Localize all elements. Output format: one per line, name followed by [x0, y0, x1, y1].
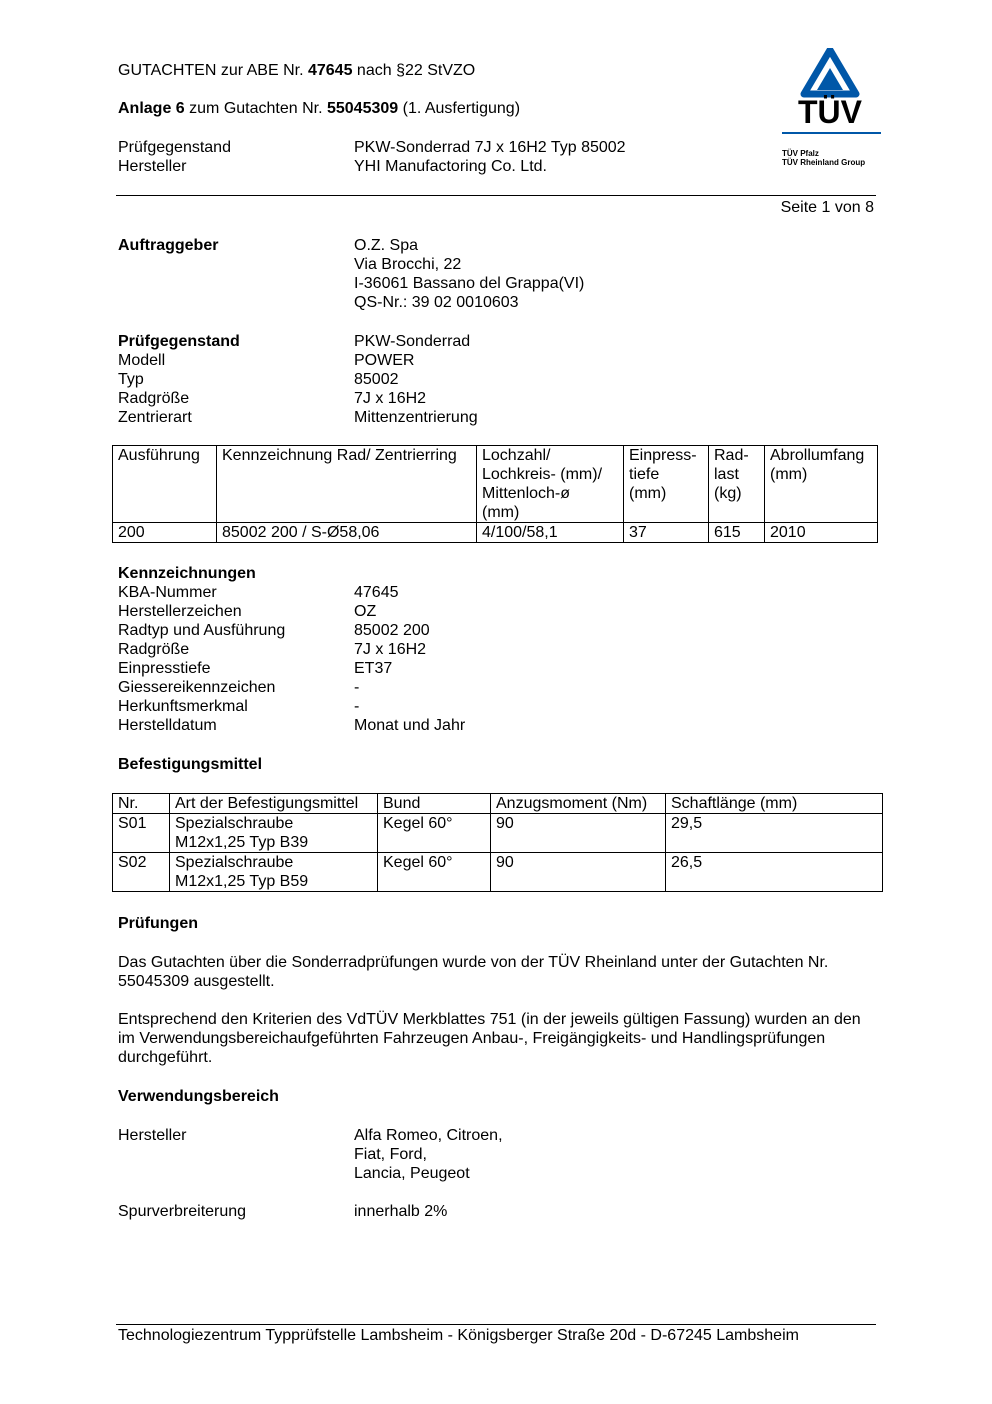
kz-value: 7J x 16H2	[354, 641, 427, 658]
annex-label: Anlage 6	[118, 100, 185, 117]
annex-middle: zum Gutachten Nr.	[189, 100, 323, 117]
fastener-cell: 26,5	[666, 853, 883, 892]
kz-value: 85002 200	[354, 622, 430, 639]
verwendung-hersteller-line-1: Alfa Romeo, Citroen,	[354, 1127, 503, 1144]
kz-key: Radgröße	[118, 641, 190, 658]
fastener-cell: Kegel 60°	[378, 814, 491, 853]
auftraggeber-line-3: I-36061 Bassano del Grappa(VI)	[354, 275, 585, 292]
header-key-hersteller: Hersteller	[118, 158, 187, 175]
pruefungen-paragraph-1: Das Gutachten über die Sonderradprüfungen wurde von der TÜV Rheinland unter der Gutachten Nr. 55045309 ausgestellt.	[118, 954, 829, 990]
footer-address: Technologiezentrum Typprüfstelle Lambsheim - Königsberger Straße 20d - D-67245 Lambsheim	[118, 1327, 799, 1344]
modell-value: POWER	[354, 352, 415, 369]
kz-value: OZ	[354, 603, 377, 620]
kz-value: -	[354, 679, 360, 696]
report-title-prefix: GUTACHTEN zur ABE Nr.	[118, 62, 304, 79]
kz-key: KBA-Nummer	[118, 584, 217, 601]
table-row	[113, 814, 883, 853]
fastener-cell: Spezialschraube M12x1,25 Typ B59	[170, 853, 378, 892]
fastener-cell: 90	[491, 814, 666, 853]
fastener-header-cell: Anzugsmoment (Nm)	[491, 794, 666, 814]
wheel-cell: 37	[624, 523, 709, 543]
verwendung-hersteller-key: Hersteller	[118, 1127, 187, 1144]
wheel-table	[112, 445, 878, 543]
fastener-cell: Kegel 60°	[378, 853, 491, 892]
wheel-header-cell: Rad- last (kg)	[709, 446, 765, 523]
wheel-table-header-row	[113, 446, 878, 523]
radgroesse-key: Radgröße	[118, 390, 190, 407]
kennzeichnungen-title: Kennzeichnungen	[118, 565, 256, 582]
wheel-cell: 85002 200 / S-Ø58,06	[217, 523, 477, 543]
gutachten-number: 55045309	[326, 100, 399, 117]
modell-key: Modell	[118, 352, 166, 369]
auftraggeber-line-1: O.Z. Spa	[354, 237, 419, 254]
radgroesse-value: 7J x 16H2	[354, 390, 427, 407]
kz-key: Einpresstiefe	[118, 660, 211, 677]
fastener-cell: S01	[113, 814, 170, 853]
pruefgegenstand-label: Prüfgegenstand	[118, 333, 240, 350]
pruefgegenstand-value: PKW-Sonderrad	[354, 333, 471, 350]
kz-value: ET37	[354, 660, 393, 677]
wheel-header-cell: Abrollumfang (mm)	[765, 446, 878, 523]
wheel-header-cell: Lochzahl/ Lochkreis- (mm)/ Mittenloch-ø (mm)	[477, 446, 624, 523]
wheel-header-cell: Ausführung	[113, 446, 217, 523]
wheel-header-cell: Einpress- tiefe (mm)	[624, 446, 709, 523]
table-row	[113, 523, 878, 543]
header-key-pruefgegenstand: Prüfgegenstand	[118, 139, 231, 156]
kz-key: Herstelldatum	[118, 717, 217, 734]
verwendung-hersteller-line-3: Lancia, Peugeot	[354, 1165, 470, 1182]
wheel-cell: 4/100/58,1	[477, 523, 624, 543]
logo-sub1: TÜV Pfalz	[782, 149, 819, 158]
befestigung-title: Befestigungsmittel	[118, 756, 263, 773]
fastener-cell: 29,5	[666, 814, 883, 853]
fastener-header-cell: Bund	[378, 794, 491, 814]
report-title	[118, 61, 475, 80]
kz-key: Herkunftsmerkmal	[118, 698, 248, 715]
kz-value: 47645	[354, 584, 399, 601]
wheel-cell: 200	[113, 523, 217, 543]
auftraggeber-label: Auftraggeber	[118, 237, 219, 254]
wheel-header-cell: Kennzeichnung Rad/ Zentrierring	[217, 446, 477, 523]
kz-value: Monat und Jahr	[354, 717, 466, 734]
fastener-header-cell: Art der Befestigungsmittel	[170, 794, 378, 814]
kz-value: -	[354, 698, 360, 715]
verwendung-hersteller-line-2: Fiat, Ford,	[354, 1146, 427, 1163]
wheel-cell: 615	[709, 523, 765, 543]
pruefungen-title: Prüfungen	[118, 915, 198, 932]
kz-key: Herstellerzeichen	[118, 603, 242, 620]
page-number: Seite 1 von 8	[780, 199, 874, 216]
typ-value: 85002	[354, 371, 399, 388]
fastener-header-cell: Schaftlänge (mm)	[666, 794, 883, 814]
fastener-table	[112, 793, 883, 892]
zentrierart-value: Mittenzentrierung	[354, 409, 478, 426]
spurverbreiterung-value: innerhalb 2%	[354, 1203, 448, 1220]
header-value-hersteller: YHI Manufactoring Co. Ltd.	[354, 158, 547, 175]
header-value-pruefgegenstand: PKW-Sonderrad 7J x 16H2 Typ 85002	[354, 139, 626, 156]
wheel-cell: 2010	[765, 523, 878, 543]
auftraggeber-line-2: Via Brocchi, 22	[354, 256, 462, 273]
header-divider	[116, 195, 876, 196]
annex-line	[118, 99, 520, 118]
footer-divider	[116, 1324, 876, 1325]
zentrierart-key: Zentrierart	[118, 409, 192, 426]
fastener-cell: S02	[113, 853, 170, 892]
kz-key: Radtyp und Ausführung	[118, 622, 286, 639]
fastener-header-row	[113, 794, 883, 814]
report-title-suffix: nach §22 StVZO	[356, 62, 476, 79]
tuev-logo	[780, 48, 884, 172]
fastener-cell: 90	[491, 853, 666, 892]
kz-key: Giessereikennzeichen	[118, 679, 276, 696]
logo-text: TÜV	[798, 94, 862, 130]
annex-suffix: (1. Ausfertigung)	[402, 100, 521, 117]
spurverbreiterung-key: Spurverbreiterung	[118, 1203, 247, 1220]
typ-key: Typ	[118, 371, 144, 388]
fastener-cell: Spezialschraube M12x1,25 Typ B39	[170, 814, 378, 853]
auftraggeber-line-4: QS-Nr.: 39 02 0010603	[354, 294, 519, 311]
logo-sub2: TÜV Rheinland Group	[782, 158, 866, 167]
abe-number: 47645	[307, 62, 353, 79]
fastener-header-cell: Nr.	[113, 794, 170, 814]
table-row	[113, 853, 883, 892]
pruefungen-paragraph-2: Entsprechend den Kriterien des VdTÜV Merkblattes 751 (in der jeweils gültigen Fassung) wurden an den im Verwendungsbereichaufgeführten Fahrzeugen Anbau-, Freigängigkeits- und Handlingsprüfungen durchgeführt.	[118, 1011, 861, 1066]
verwendung-title: Verwendungsbereich	[118, 1088, 279, 1105]
